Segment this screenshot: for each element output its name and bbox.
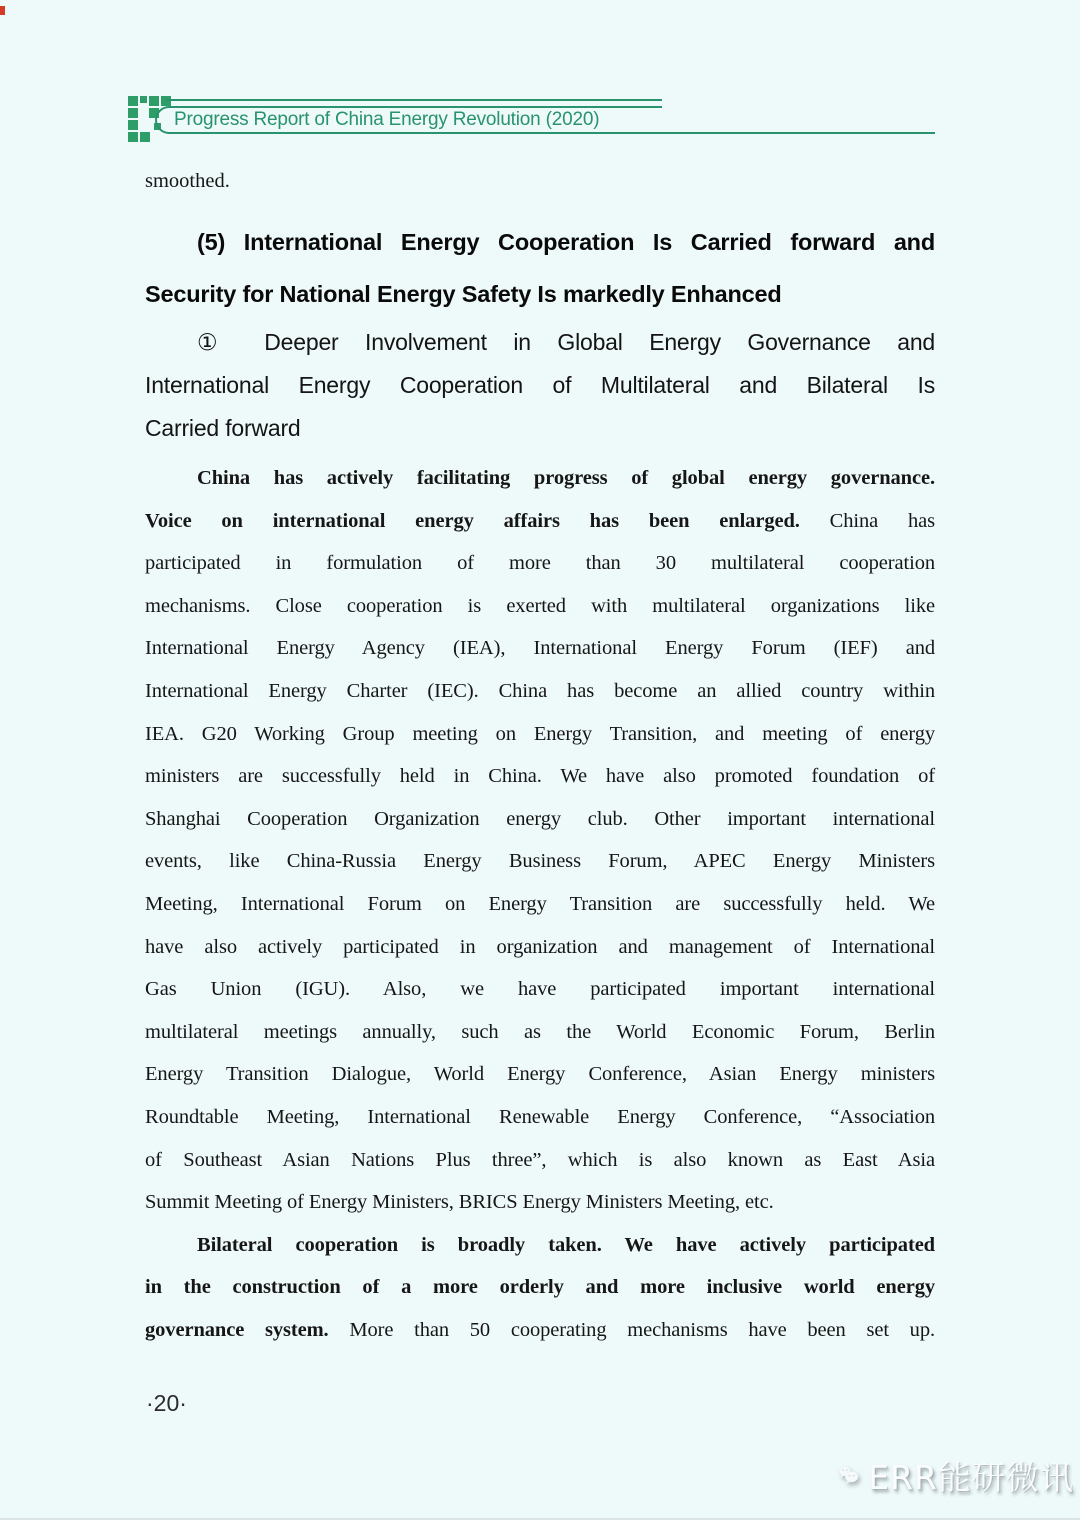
text-line [145, 364, 935, 407]
text-run: Meeting, International Forum on Energy Transition are successfully held. We [145, 892, 935, 915]
scan-artifact-dot [0, 6, 5, 15]
text-run: More than 50 cooperating mechanisms have been set up. [328, 1318, 935, 1341]
text-line [145, 1011, 935, 1054]
text-run: Security for National Energy Safety Is markedly Enhanced [145, 281, 782, 307]
text-run: Bilateral cooperation is broadly taken. We have actively participated [197, 1233, 935, 1256]
text-line [145, 268, 935, 320]
page-number: ·20· [146, 1390, 187, 1416]
text-run: (5) International Energy Cooperation Is Carried forward and [197, 229, 935, 255]
paragraph-continuation: smoothed. [145, 170, 230, 192]
text-line [145, 1181, 935, 1224]
text-run: Carried forward [145, 415, 301, 441]
text-run: ① Deeper Involvement in Global Energy Governance and [197, 329, 935, 355]
text-line [145, 1224, 935, 1267]
text-run: of Southeast Asian Nations Plus three”, which is also known as East Asia [145, 1148, 935, 1171]
text-run: International Energy Agency (IEA), International Energy Forum (IEF) and [145, 637, 935, 660]
text-run: Shanghai Cooperation Organization energy club. Other important international [145, 807, 935, 830]
text-line [145, 840, 935, 883]
text-run: Energy Transition Dialogue, World Energy Conference, Asian Energy ministers [145, 1063, 935, 1086]
text-run: Roundtable Meeting, International Renewable Energy Conference, “Association [145, 1105, 935, 1128]
header-title: Progress Report of China Energy Revolution (2020) [174, 109, 600, 130]
text-line [145, 585, 935, 628]
text-line [145, 627, 935, 670]
text-line [145, 798, 935, 841]
text-run: International Energy Cooperation of Multilateral and Bilateral Is [145, 372, 935, 398]
sub-heading [145, 321, 935, 450]
text-line [145, 755, 935, 798]
text-line [145, 457, 935, 500]
text-line [145, 1309, 935, 1352]
text-line [145, 1266, 935, 1309]
text-line [145, 1139, 935, 1182]
text-run: Voice on international energy affairs has been enlarged. [145, 509, 800, 532]
text-run: mechanisms. Close cooperation is exerted with multilateral organizations like [145, 594, 935, 617]
text-run: ministers are successfully held in China. We have also promoted foundation of [145, 765, 935, 788]
text-run: in the construction of a more orderly and more inclusive world energy [145, 1276, 935, 1299]
text-line [145, 216, 935, 268]
text-line [145, 883, 935, 926]
text-line [145, 407, 935, 450]
header-accent-line [166, 99, 662, 101]
text-run: China has [799, 509, 935, 532]
text-line [145, 926, 935, 969]
text-line [145, 968, 935, 1011]
watermark-text: ERR能研微讯 [868, 1457, 1074, 1497]
text-run: participated in formulation of more than 30 multilateral cooperation [145, 552, 935, 575]
wechat-icon [838, 1447, 860, 1503]
text-run: IEA. G20 Working Group meeting on Energy Transition, and meeting of energy [145, 722, 935, 745]
text-line [145, 321, 935, 364]
text-run: events, like China-Russia Energy Business Forum, APEC Energy Ministers [145, 850, 935, 873]
text-line [145, 713, 935, 756]
body-paragraphs [145, 457, 935, 1351]
text-run: International Energy Charter (IEC). China has become an allied country within [145, 679, 935, 702]
text-run: Gas Union (IGU). Also, we have participated important international [145, 978, 935, 1001]
watermark [838, 1442, 1074, 1508]
header-title-pill [155, 106, 662, 134]
text-line [145, 542, 935, 585]
header-underline [662, 132, 935, 134]
text-line [145, 500, 935, 543]
text-run: Summit Meeting of Energy Ministers, BRICS Energy Ministers Meeting, etc. [145, 1191, 774, 1214]
text-run: multilateral meetings annually, such as the World Economic Forum, Berlin [145, 1020, 935, 1043]
section-heading [145, 216, 935, 320]
text-line [145, 1053, 935, 1096]
text-line [145, 670, 935, 713]
text-line [145, 1096, 935, 1139]
text-run: have also actively participated in organization and management of International [145, 935, 935, 958]
text-run: China has actively facilitating progress of global energy governance. [197, 467, 935, 489]
text-run: governance system. [145, 1318, 329, 1341]
